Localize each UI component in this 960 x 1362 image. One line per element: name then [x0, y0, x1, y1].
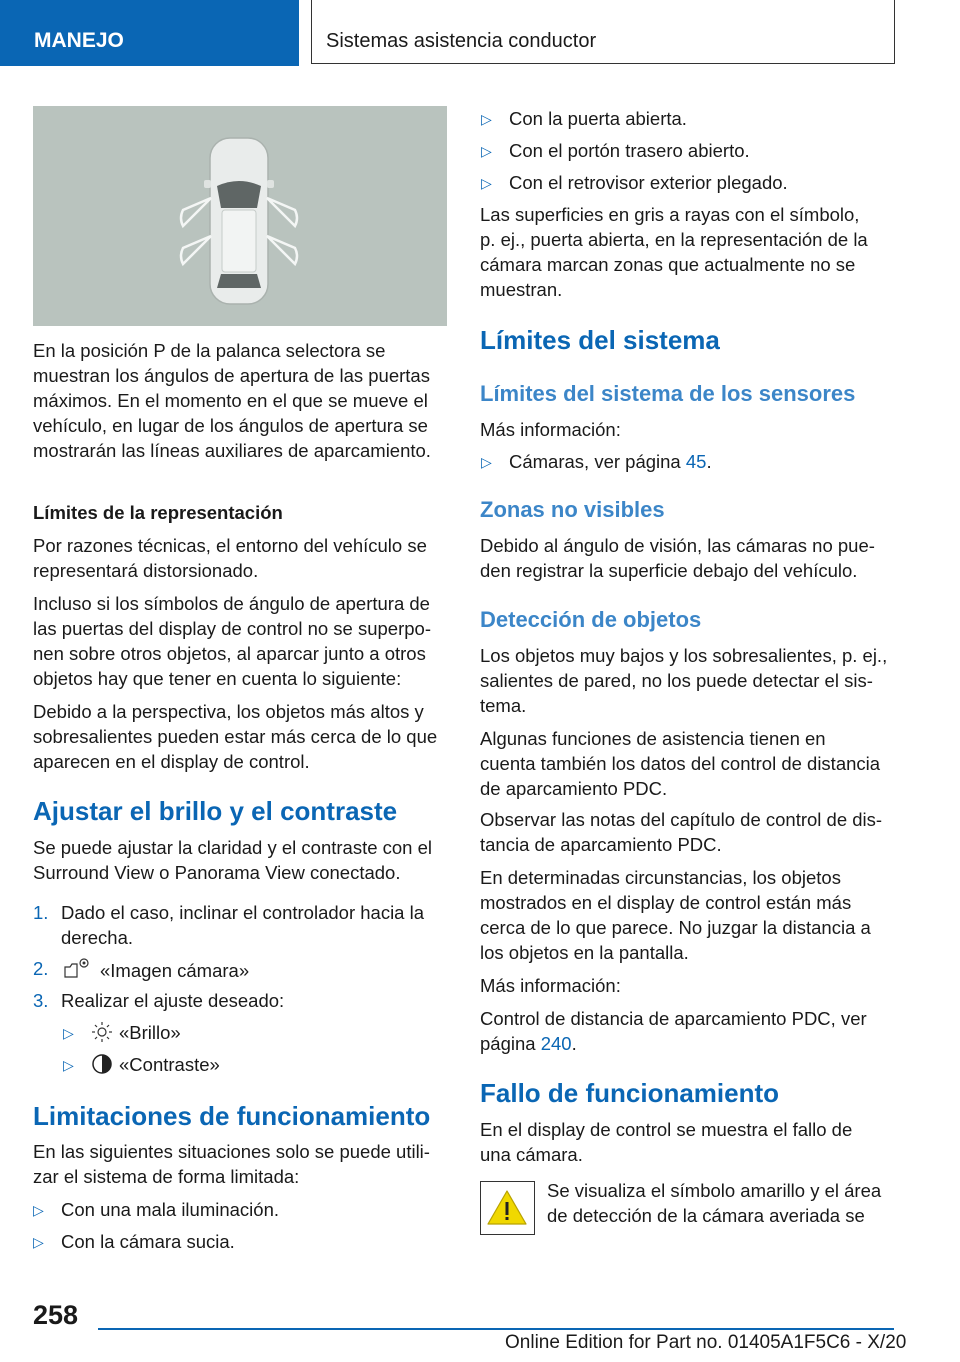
cross-reference: Cámaras, ver página 45.: [509, 451, 712, 472]
bullet-text: Con el retrovisor exterior plegado.: [509, 172, 788, 193]
page-link[interactable]: 240: [540, 1033, 572, 1054]
step-text: Dado el caso, inclinar el controlador hacia la: [61, 902, 425, 923]
cross-reference-text: Cámaras, ver página: [509, 451, 686, 472]
bullet-triangle-icon: ▷: [481, 143, 492, 159]
sun-icon: [91, 1021, 113, 1043]
substep-text: «Contraste»: [119, 1054, 220, 1075]
page-link[interactable]: 45: [685, 451, 707, 472]
bullet-triangle-icon: ▷: [481, 111, 492, 127]
paragraph-line: Surround View o Panorama View conectado.: [33, 862, 401, 883]
bullet-triangle-icon: ▷: [33, 1234, 44, 1250]
paragraph-line: cerca de lo que parece. No juzgar la distancia a: [480, 917, 871, 938]
paragraph-line: tema.: [480, 695, 527, 716]
step-text: Realizar el ajuste deseado:: [61, 990, 285, 1011]
step-text: derecha.: [61, 927, 133, 948]
bullet-text: Con el portón trasero abierto.: [509, 140, 750, 161]
paragraph-line: cuenta también los datos del control de distancia: [480, 753, 881, 774]
paragraph-line: representará distorsionado.: [33, 560, 259, 581]
paragraph-line: En determinadas circunstancias, los objetos: [480, 867, 841, 888]
figure-caption-line: máximos. En el momento en el que se mueve el: [33, 390, 428, 411]
paragraph-line: den registrar la superficie debajo del vehículo.: [480, 560, 858, 581]
paragraph-line: Por razones técnicas, el entorno del vehículo se: [33, 535, 427, 556]
car-top-view-figure: [33, 106, 447, 326]
sensor-limits-heading: Límites del sistema de los sensores: [480, 381, 856, 406]
cross-reference-text: página: [480, 1033, 541, 1054]
more-info-label: Más información:: [480, 419, 621, 440]
paragraph-line: salientes de pared, no los puede detectar el sis‐: [480, 670, 873, 691]
warning-triangle-icon: [481, 1182, 533, 1233]
paragraph-line: las puertas del display de control no se superpo‐: [33, 618, 431, 639]
bullet-triangle-icon: ▷: [33, 1202, 44, 1218]
bullet-triangle-icon: ▷: [481, 454, 492, 470]
non-visible-zones-heading: Zonas no visibles: [480, 497, 665, 522]
edition-note: Online Edition for Part no. 01405A1F5C6 - X/20: [505, 1332, 907, 1353]
step-number: 2.: [33, 958, 49, 979]
header-title: Sistemas asistencia conductor: [326, 30, 597, 52]
limitations-heading: Limitaciones de funcionamiento: [33, 1101, 431, 1131]
paragraph-line: Debido a la perspectiva, los objetos más altos y: [33, 701, 424, 722]
bullet-triangle-icon: ▷: [481, 175, 492, 191]
paragraph-line: Las superficies en gris a rayas con el símbolo,: [480, 204, 860, 225]
bullet-text: Con la puerta abierta.: [509, 108, 687, 129]
more-info-label: Más información:: [480, 975, 621, 996]
paragraph-line: En el display de control se muestra el fallo de: [480, 1119, 853, 1140]
paragraph-line: muestran.: [480, 279, 563, 300]
paragraph-line: Se puede ajustar la claridad y el contraste con el: [33, 837, 433, 858]
paragraph-line: Los objetos muy bajos y los sobresalientes, p. ej.,: [480, 645, 888, 666]
substep-text: «Brillo»: [119, 1022, 181, 1043]
bullet-text: Con una mala iluminación.: [61, 1199, 280, 1220]
paragraph-line: p. ej., puerta abierta, en la representación de la: [480, 229, 868, 250]
paragraph-line: Control de distancia de aparcamiento PDC, ver: [480, 1008, 867, 1029]
paragraph-line: objetos hay que tener en cuenta lo siguiente:: [33, 668, 402, 689]
header-section-label: MANEJO: [34, 29, 124, 52]
paragraph-line: zar el sistema de forma limitada:: [33, 1166, 300, 1187]
warning-text-line: de detección de la cámara averiada se: [547, 1205, 865, 1226]
paragraph-line: de aparcamiento PDC.: [480, 778, 668, 799]
warning-text-line: Se visualiza el símbolo amarillo y el área: [547, 1180, 882, 1201]
limits-representation-heading: Límites de la representación: [33, 502, 283, 523]
paragraph-line: Debido al ángulo de visión, las cámaras no pue‐: [480, 535, 875, 556]
system-limits-heading: Límites del sistema: [480, 325, 720, 355]
paragraph-line: Algunas funciones de asistencia tienen en: [480, 728, 826, 749]
paragraph-line: los objetos en la pantalla.: [480, 942, 689, 963]
malfunction-heading: Fallo de funcionamiento: [480, 1078, 780, 1108]
figure-caption-line: muestran los ángulos de apertura de las puertas: [33, 365, 430, 386]
bullet-triangle-icon: ▷: [63, 1057, 74, 1073]
camera-settings-icon: [62, 955, 92, 981]
paragraph-line: En las siguientes situaciones solo se puede utili‐: [33, 1141, 430, 1162]
step-text: «Imagen cámara»: [100, 960, 250, 981]
paragraph-line: sobresalientes pueden estar más cerca de lo que: [33, 726, 438, 747]
bullet-text: Con la cámara sucia.: [61, 1231, 235, 1252]
paragraph-line: tancia de aparcamiento PDC.: [480, 834, 722, 855]
paragraph-line: Observar las notas del capítulo de control de dis‐: [480, 809, 883, 830]
warning-symbol-box: [480, 1181, 535, 1235]
footer-divider: [98, 1328, 894, 1330]
contrast-icon: [91, 1053, 113, 1075]
step-number: 1.: [33, 902, 49, 923]
figure-caption-line: En la posición P de la palanca selectora se: [33, 340, 386, 361]
car-door-angles-illustration: [33, 106, 447, 326]
paragraph-line: una cámara.: [480, 1144, 583, 1165]
brightness-contrast-heading: Ajustar el brillo y el contraste: [33, 796, 398, 826]
paragraph-line: nen sobre otros objetos, al aparcar junto a otros: [33, 643, 426, 664]
paragraph-line: Incluso si los símbolos de ángulo de apertura de: [33, 593, 430, 614]
object-detection-heading: Detección de objetos: [480, 607, 702, 632]
paragraph-line: aparecen en el display de control.: [33, 751, 310, 772]
cross-reference: página 240.: [480, 1033, 577, 1054]
page-number: 258: [33, 1300, 79, 1330]
figure-caption-line: mostrarán las líneas auxiliares de aparcamiento.: [33, 440, 431, 461]
bullet-triangle-icon: ▷: [63, 1025, 74, 1041]
paragraph-line: mostrados en el display de control están más: [480, 892, 852, 913]
step-number: 3.: [33, 990, 49, 1011]
figure-caption-line: vehículo, en lugar de los ángulos de apertura se: [33, 415, 428, 436]
paragraph-line: cámara marcan zonas que actualmente no se: [480, 254, 856, 275]
